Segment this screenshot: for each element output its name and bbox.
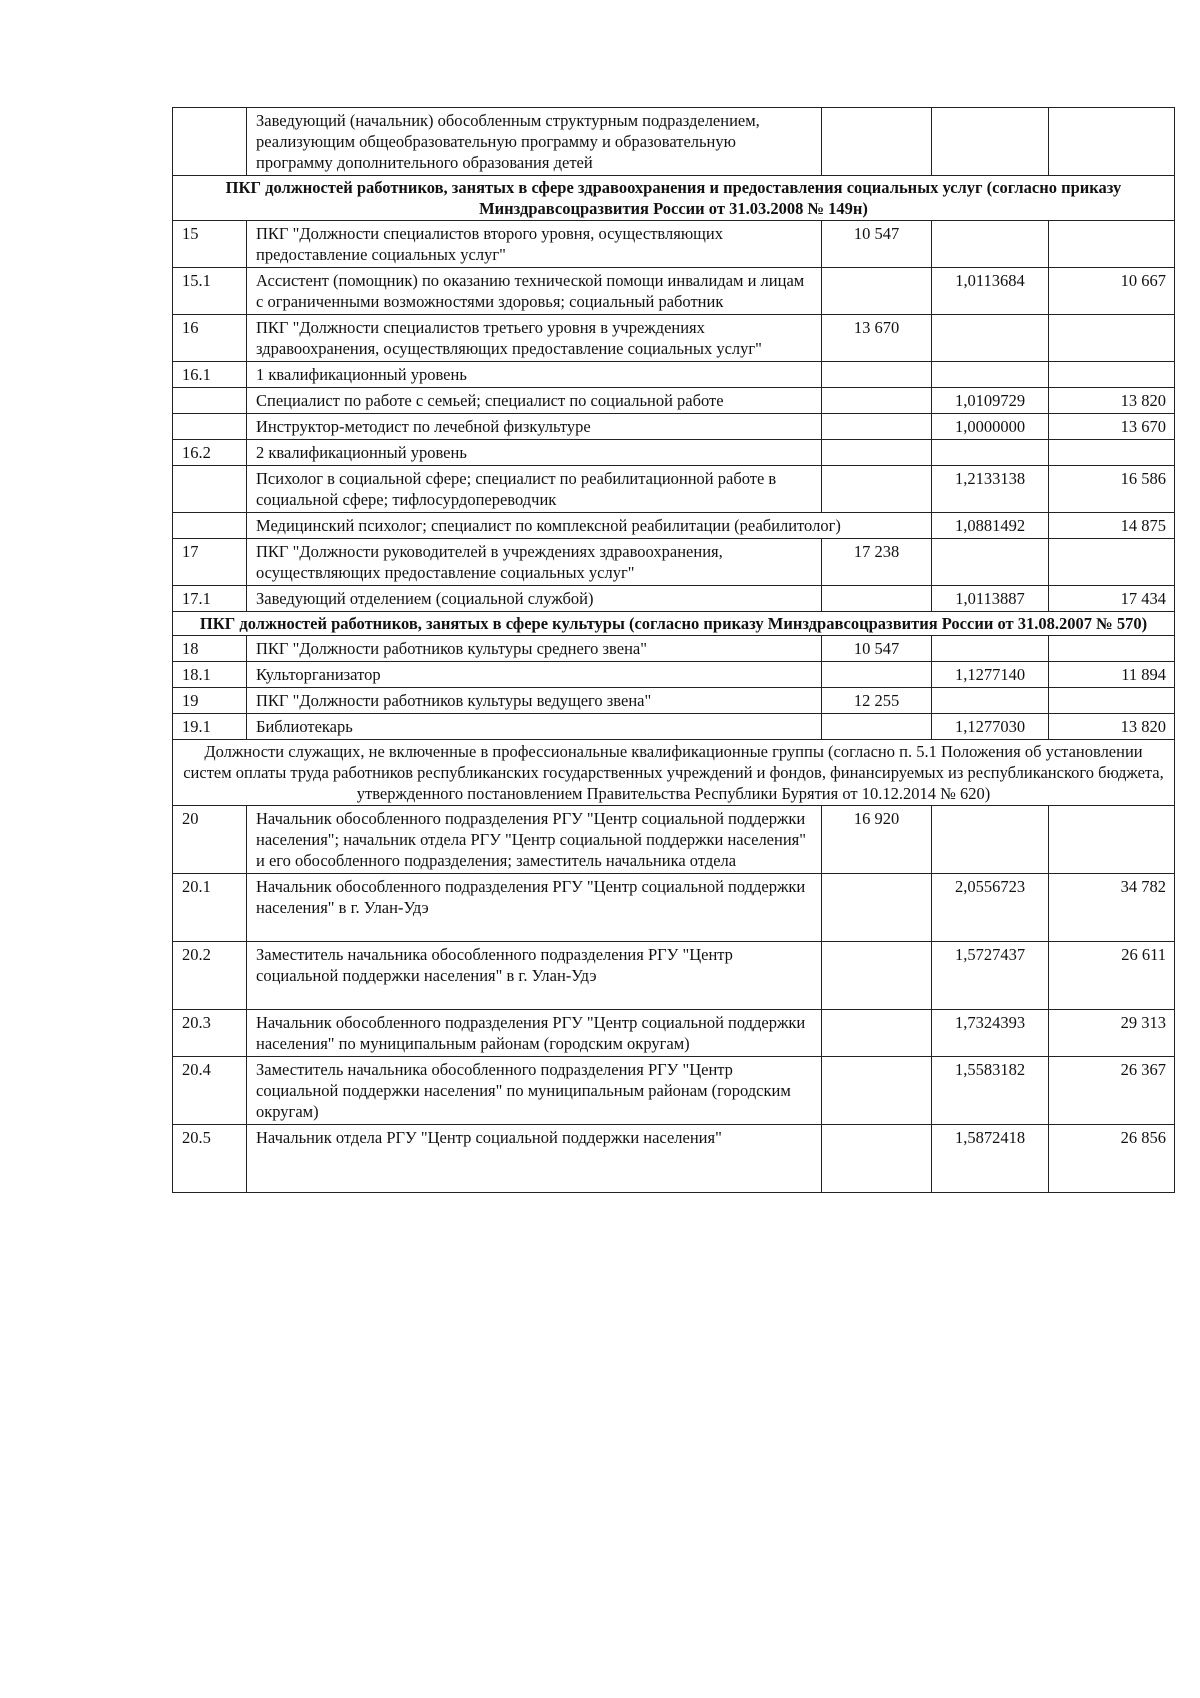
section-header-row: [173, 176, 1175, 221]
coefficient: [932, 108, 1049, 176]
table-row: [173, 539, 1175, 586]
row-number: 19: [173, 688, 247, 714]
position-name: Заведующий отделением (социальной службой): [247, 586, 822, 612]
salary: [1049, 108, 1175, 176]
row-number: 16.2: [173, 440, 247, 466]
table-row: [173, 108, 1175, 176]
base-salary: [822, 440, 932, 466]
section-header: Должности служащих, не включенные в профессиональные квалификационные группы (согласно п. 5.1 Положения об установлении систем оплаты труда работников республиканских государственных учреждений и фондов, финансируемых из республиканского бюджета, утвержденного постановлением Правительства Республики Бурятия от 10.12.2014 № 620): [173, 740, 1175, 806]
coefficient: [932, 539, 1049, 586]
row-number: [173, 108, 247, 176]
table-row: [173, 466, 1175, 513]
salary: 34 782: [1049, 874, 1175, 942]
base-salary: [822, 362, 932, 388]
coefficient: [932, 440, 1049, 466]
salary: 11 894: [1049, 662, 1175, 688]
base-salary: [822, 268, 932, 315]
salary: [1049, 539, 1175, 586]
row-number: 19.1: [173, 714, 247, 740]
table-row: [173, 688, 1175, 714]
coefficient: [932, 688, 1049, 714]
salary: 13 820: [1049, 388, 1175, 414]
position-name: Инструктор-методист по лечебной физкультуре: [247, 414, 822, 440]
table-row: [173, 315, 1175, 362]
position-name: ПКГ "Должности работников культуры ведущего звена": [247, 688, 822, 714]
coefficient: 2,0556723: [932, 874, 1049, 942]
coefficient: 1,0000000: [932, 414, 1049, 440]
row-number: 20.2: [173, 942, 247, 1010]
position-name: Заместитель начальника обособленного подразделения РГУ "Центр социальной поддержки населения" в г. Улан-Удэ: [247, 942, 822, 1010]
position-name: ПКГ "Должности руководителей в учреждениях здравоохранения, осуществляющих предоставление социальных услуг": [247, 539, 822, 586]
base-salary: 13 670: [822, 315, 932, 362]
salary: 26 611: [1049, 942, 1175, 1010]
table-row: [173, 1010, 1175, 1057]
table-row: [173, 714, 1175, 740]
position-name: Начальник обособленного подразделения РГУ "Центр социальной поддержки населения"; начальник отдела РГУ "Центр социальной поддержки населения" и его обособленного подразделения; заместитель начальника отдела: [247, 806, 822, 874]
row-number: [173, 414, 247, 440]
position-name: ПКГ "Должности специалистов второго уровня, осуществляющих предоставление социальных услуг": [247, 221, 822, 268]
coefficient: 1,1277030: [932, 714, 1049, 740]
base-salary: [822, 108, 932, 176]
table-row: [173, 874, 1175, 942]
coefficient: 1,1277140: [932, 662, 1049, 688]
base-salary: 10 547: [822, 221, 932, 268]
row-number: 20.1: [173, 874, 247, 942]
coefficient: [932, 362, 1049, 388]
position-name: Медицинский психолог; специалист по комплексной реабилитации (реабилитолог): [247, 513, 932, 539]
table-row: [173, 221, 1175, 268]
coefficient: 1,0881492: [932, 513, 1049, 539]
table-row: [173, 586, 1175, 612]
salary: [1049, 636, 1175, 662]
position-name: Начальник обособленного подразделения РГУ "Центр социальной поддержки населения" в г. Улан-Удэ: [247, 874, 822, 942]
position-name: 2 квалификационный уровень: [247, 440, 822, 466]
base-salary: [822, 942, 932, 1010]
row-number: 18: [173, 636, 247, 662]
salary: 14 875: [1049, 513, 1175, 539]
salary: [1049, 440, 1175, 466]
section-header-row: [173, 740, 1175, 806]
coefficient: 1,5583182: [932, 1057, 1049, 1125]
coefficient: [932, 806, 1049, 874]
row-number: 20: [173, 806, 247, 874]
coefficient: [932, 636, 1049, 662]
position-name: Заведующий (начальник) обособленным структурным подразделением, реализующим общеобразовательную программу и образовательную программу дополнительного образования детей: [247, 108, 822, 176]
salary: [1049, 221, 1175, 268]
salary: 13 820: [1049, 714, 1175, 740]
salary: 17 434: [1049, 586, 1175, 612]
position-name: Заместитель начальника обособленного подразделения РГУ "Центр социальной поддержки населения" по муниципальным районам (городским округам): [247, 1057, 822, 1125]
table-row: [173, 1057, 1175, 1125]
section-header: ПКГ должностей работников, занятых в сфере культуры (согласно приказу Минздравсоцразвития России от 31.08.2007 № 570): [173, 612, 1175, 636]
row-number: 17: [173, 539, 247, 586]
base-salary: [822, 388, 932, 414]
table-row: [173, 440, 1175, 466]
salary: [1049, 362, 1175, 388]
row-number: [173, 466, 247, 513]
section-header-row: [173, 612, 1175, 636]
table-row: [173, 662, 1175, 688]
coefficient: [932, 221, 1049, 268]
position-name: Специалист по работе с семьей; специалист по социальной работе: [247, 388, 822, 414]
salary: 16 586: [1049, 466, 1175, 513]
base-salary: [822, 874, 932, 942]
coefficient: 1,0109729: [932, 388, 1049, 414]
row-number: 20.5: [173, 1125, 247, 1193]
table-body: [173, 108, 1175, 1193]
row-number: 20.3: [173, 1010, 247, 1057]
base-salary: [822, 1010, 932, 1057]
base-salary: [822, 1057, 932, 1125]
row-number: 16.1: [173, 362, 247, 388]
coefficient: 1,7324393: [932, 1010, 1049, 1057]
salary-table: [172, 107, 1175, 1193]
base-salary: [822, 586, 932, 612]
coefficient: [932, 315, 1049, 362]
row-number: 16: [173, 315, 247, 362]
coefficient: 1,5872418: [932, 1125, 1049, 1193]
base-salary: [822, 662, 932, 688]
table-row: [173, 806, 1175, 874]
salary: 29 313: [1049, 1010, 1175, 1057]
base-salary: [822, 714, 932, 740]
base-salary: [822, 414, 932, 440]
table-row: [173, 388, 1175, 414]
salary: 13 670: [1049, 414, 1175, 440]
salary: [1049, 315, 1175, 362]
coefficient: 1,2133138: [932, 466, 1049, 513]
row-number: 17.1: [173, 586, 247, 612]
row-number: 15: [173, 221, 247, 268]
coefficient: 1,5727437: [932, 942, 1049, 1010]
row-number: 15.1: [173, 268, 247, 315]
coefficient: 1,0113684: [932, 268, 1049, 315]
coefficient: 1,0113887: [932, 586, 1049, 612]
salary: [1049, 806, 1175, 874]
table-row: [173, 268, 1175, 315]
row-number: [173, 513, 247, 539]
row-number: [173, 388, 247, 414]
row-number: 18.1: [173, 662, 247, 688]
base-salary: [822, 466, 932, 513]
row-number: 20.4: [173, 1057, 247, 1125]
section-header: ПКГ должностей работников, занятых в сфере здравоохранения и предоставления социальных услуг (согласно приказу Минздравсоцразвития России от 31.03.2008 № 149н): [173, 176, 1175, 221]
base-salary: [822, 1125, 932, 1193]
table-row: [173, 942, 1175, 1010]
table-row: [173, 636, 1175, 662]
position-name: ПКГ "Должности специалистов третьего уровня в учреждениях здравоохранения, осуществляющих предоставление социальных услуг": [247, 315, 822, 362]
position-name: Психолог в социальной сфере; специалист по реабилитационной работе в социальной сфере; тифлосурдопереводчик: [247, 466, 822, 513]
table-row: [173, 362, 1175, 388]
position-name: Культорганизатор: [247, 662, 822, 688]
position-name: Начальник отдела РГУ "Центр социальной поддержки населения": [247, 1125, 822, 1193]
position-name: Ассистент (помощник) по оказанию технической помощи инвалидам и лицам с ограниченными возможностями здоровья; социальный работник: [247, 268, 822, 315]
table-row: [173, 513, 1175, 539]
table-row: [173, 414, 1175, 440]
base-salary: 16 920: [822, 806, 932, 874]
position-name: 1 квалификационный уровень: [247, 362, 822, 388]
base-salary: 17 238: [822, 539, 932, 586]
salary: [1049, 688, 1175, 714]
salary: 26 856: [1049, 1125, 1175, 1193]
position-name: Библиотекарь: [247, 714, 822, 740]
table-row: [173, 1125, 1175, 1193]
salary: 26 367: [1049, 1057, 1175, 1125]
position-name: Начальник обособленного подразделения РГУ "Центр социальной поддержки населения" по муниципальным районам (городским округам): [247, 1010, 822, 1057]
base-salary: 10 547: [822, 636, 932, 662]
salary: 10 667: [1049, 268, 1175, 315]
position-name: ПКГ "Должности работников культуры среднего звена": [247, 636, 822, 662]
base-salary: 12 255: [822, 688, 932, 714]
